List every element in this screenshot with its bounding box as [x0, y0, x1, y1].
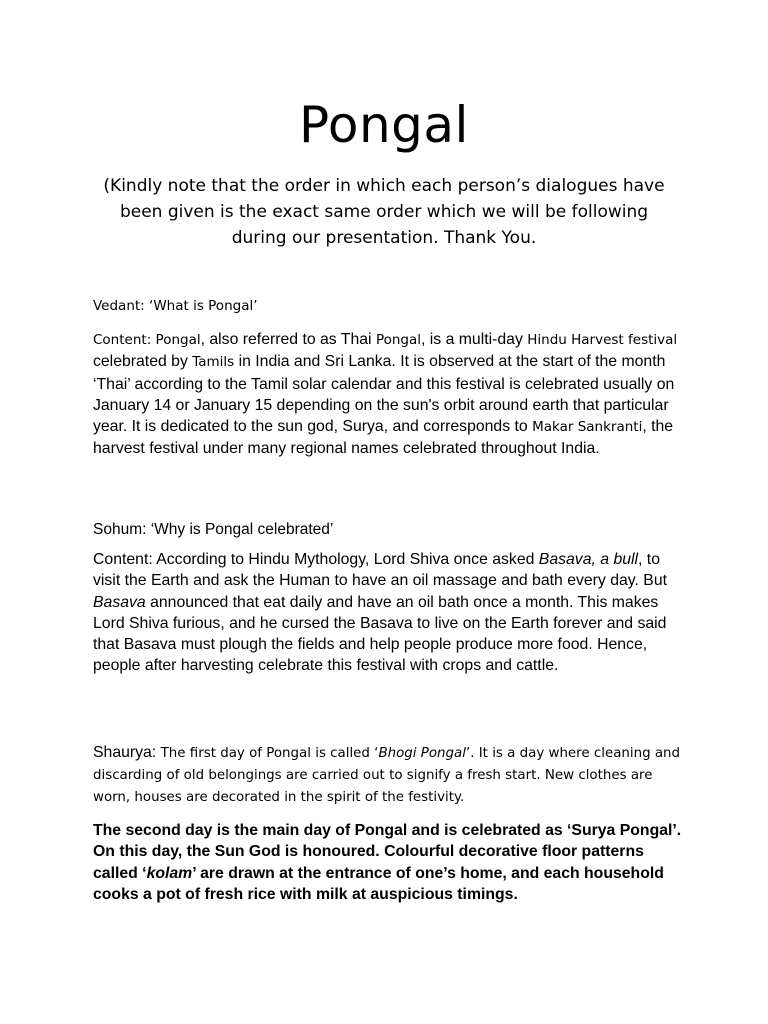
text-run: , is a multi-day	[421, 331, 528, 348]
text-run: , to visit the Earth and ask the Human to have an oil massage and bath every day. But	[93, 551, 667, 590]
text-run: announced that eat daily and have an oil bath once a month. This makes Lord Shiva furious, and he cursed the Basava to live on the Earth forever and said that Basava must plough the fields and help people produce more food. Hence, people after harvesting celebrate this festival with crops and cattle.	[93, 593, 667, 675]
text-run: ’ are drawn at the entrance of one’s home, and each household cooks a pot of fresh rice with milk at auspicious timings.	[93, 864, 664, 903]
section-sohum-content	[93, 549, 683, 677]
section-shaurya-second-day	[93, 820, 683, 905]
text-run: , the harvest festival under many regional names celebrated throughout India.	[93, 418, 674, 458]
text-run: Tamils	[192, 354, 235, 371]
section-vedant	[93, 296, 683, 316]
section-shaurya-content	[93, 742, 683, 809]
text-run-italic: Bhogi Pongal	[378, 746, 466, 761]
text-run: The first day of Pongal is called ‘	[160, 746, 379, 761]
text-run: Makar Sankranti	[532, 419, 643, 436]
speaker-label-shaurya: Shaurya:	[93, 744, 161, 761]
page-title: Pongal	[299, 96, 469, 154]
text-run-italic: Basava, a bull	[538, 551, 639, 568]
text-run: celebrated by	[93, 353, 193, 371]
section-vedant-content	[93, 329, 683, 460]
text-run: Hindu Harvest festival	[527, 332, 678, 348]
text-run: Pongal	[375, 332, 422, 348]
content-label: Content: Pongal	[93, 332, 201, 348]
text-run-italic: kolam	[146, 864, 193, 882]
presentation-note: (Kindly note that the order in which each person’s dialogues have been given is the exact same order which we will be following during our presentation. Thank You.	[103, 176, 665, 248]
text-run: ’. It is a day where cleaning and discarding of old belongings are carried out to signify a fresh start. New clothes are worn, houses are decorated in the spirit of the festivity.	[93, 746, 681, 805]
text-run-italic: Basava	[93, 593, 146, 611]
text-run: The second day is the main day of Pongal and is celebrated as ‘Surya Pongal’. On this day, the Sun God is honoured. Colourful decorative floor patterns called ‘	[93, 822, 682, 882]
text-run: in India and Sri Lanka. It is observed at the start of the month ‘Thai’ according to the Tamil solar calendar and this festival is celebrated usually on January 14 or January 15 depending on the sun's orbit around earth that particular year. It is dedicated to the sun god, Surya, and corresponds to	[93, 353, 675, 436]
section-heading-sohum: Sohum: ‘Why is Pongal celebrated’	[93, 521, 334, 538]
section-heading-vedant: Vedant: ‘What is Pongal’	[93, 298, 258, 314]
text-run: , also referred to as Thai	[200, 331, 376, 348]
text-run: Content: According to Hindu Mythology, Lord Shiva once asked	[93, 551, 539, 568]
